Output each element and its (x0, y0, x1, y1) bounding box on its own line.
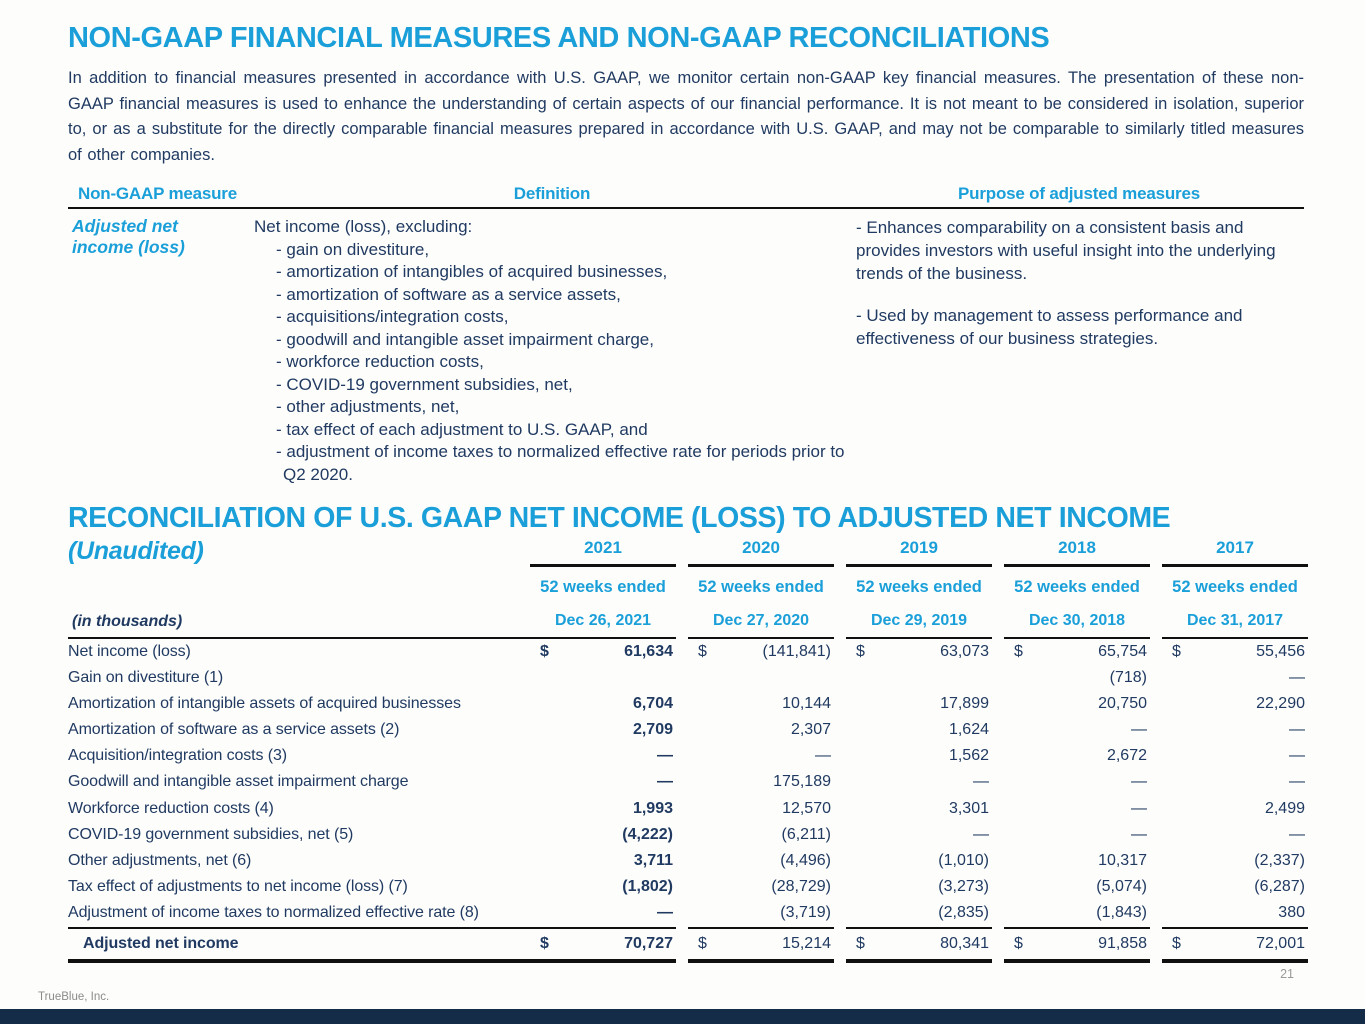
cell-value: (6,287) (1254, 878, 1305, 896)
column-spacer (676, 665, 688, 691)
cell-value: 6,704 (632, 694, 673, 712)
definition-cell (254, 216, 850, 486)
cell-value: (141,841) (762, 642, 831, 660)
cell-value-group (1162, 637, 1308, 665)
cell-value: — (1289, 668, 1305, 686)
lead-spacer (520, 796, 530, 822)
cell-value: 380 (1278, 904, 1305, 922)
lead-spacer (520, 743, 530, 769)
cell-value: 72,001 (1256, 934, 1305, 952)
cell-value-group (846, 637, 992, 665)
definition-item: - adjustment of income taxes to normalized effective rate for periods prior to Q2 2020. (276, 442, 845, 484)
dollar-sign: $ (856, 934, 865, 952)
period-end-date: Dec 31, 2017 (1186, 611, 1284, 629)
cell-value: — (1289, 721, 1305, 739)
cell-value: — (973, 825, 989, 843)
in-thousands-label: (in thousands) (72, 612, 183, 630)
cell-value: 1,562 (948, 747, 989, 765)
cell-value: (718) (1109, 668, 1147, 686)
cell-value-group (688, 848, 834, 874)
cell-value-group (1004, 637, 1150, 665)
dollar-sign: $ (540, 934, 549, 952)
definition-intro: Net income (loss), excluding: (254, 217, 473, 236)
definition-item: - goodwill and intangible asset impairment charge, (276, 329, 654, 349)
cell-value-group (846, 743, 992, 769)
year-underline (1004, 564, 1150, 567)
lead-spacer (520, 717, 530, 743)
column-spacer (1150, 769, 1162, 795)
cell-value-group (1004, 796, 1150, 822)
cell-value-group (530, 743, 676, 769)
row-label: Gain on divestiture (1) (68, 668, 224, 686)
cell-value-group (1004, 822, 1150, 848)
cell-value: — (657, 747, 673, 765)
cell-value-group (530, 900, 676, 926)
cell-value-group (1162, 900, 1308, 926)
column-spacer (834, 796, 846, 822)
cell-value-group (688, 717, 834, 743)
measures-col-header-measure: Non-GAAP measure (78, 184, 237, 203)
cell-value: — (1289, 747, 1305, 765)
cell-value: 70,727 (624, 934, 673, 952)
column-spacer (992, 743, 1004, 769)
recon-table (68, 637, 1304, 963)
cell-value: — (657, 773, 673, 791)
definition-item: - gain on divestiture, (276, 239, 430, 259)
row-label: Goodwill and intangible asset impairment charge (68, 773, 409, 791)
cell-value: 2,709 (632, 721, 673, 739)
cell-value-group (1004, 848, 1150, 874)
cell-value-group (1162, 743, 1308, 769)
column-spacer (834, 537, 846, 563)
row-label: Adjusted net income (68, 927, 520, 963)
year-underline (688, 564, 834, 567)
row-label: Acquisition/integration costs (3) (68, 747, 288, 765)
column-spacer (1150, 900, 1162, 926)
cell-value: 2,307 (790, 721, 831, 739)
cell-value: 175,189 (773, 773, 831, 791)
measure-name: Adjusted net income (loss) (72, 216, 185, 257)
dollar-sign: $ (698, 642, 707, 660)
column-spacer (992, 537, 1004, 563)
cell-value-group (530, 848, 676, 874)
measures-col-header-purpose: Purpose of adjusted measures (958, 184, 1200, 203)
column-spacer (992, 637, 1004, 663)
row-label: Tax effect of adjustments to net income (loss) (7) (68, 878, 408, 896)
cell-value: — (1131, 799, 1147, 817)
cell-value-group (1004, 874, 1150, 900)
cell-value: 15,214 (782, 934, 831, 952)
recon-header-label-cell (68, 537, 520, 637)
column-spacer (1150, 927, 1162, 957)
lead-spacer (520, 822, 530, 848)
lead-spacer (520, 874, 530, 900)
period-end-date: Dec 30, 2018 (1028, 611, 1126, 629)
dollar-sign: $ (698, 934, 707, 952)
cell-value: 10,144 (782, 694, 831, 712)
column-spacer (834, 848, 846, 874)
cell-value-group (688, 874, 834, 900)
dollar-sign: $ (1172, 934, 1181, 952)
cell-value-group (688, 665, 834, 691)
column-spacer (992, 665, 1004, 691)
cell-value: 2,672 (1106, 747, 1147, 765)
row-label: Net income (loss) (68, 637, 520, 665)
page-number: 21 (1280, 967, 1294, 981)
cell-value: 2,499 (1264, 799, 1305, 817)
cell-value: (1,802) (622, 878, 673, 896)
lead-spacer (520, 665, 530, 691)
year-label: 2019 (900, 538, 938, 557)
definition-item: - acquisitions/integration costs, (276, 307, 509, 326)
cell-value: 63,073 (940, 642, 989, 660)
cell-value-group (846, 900, 992, 926)
column-spacer (834, 717, 846, 743)
definition-item: - tax effect of each adjustment to U.S. GAAP, and (276, 419, 648, 439)
cell-value: (2,835) (938, 904, 989, 922)
cell-value: 17,899 (940, 694, 989, 712)
cell-value: 55,456 (1256, 642, 1305, 660)
cell-value: (4,496) (780, 852, 831, 869)
column-spacer (834, 874, 846, 900)
cell-value-group (688, 637, 834, 665)
lead-spacer (520, 900, 530, 926)
cell-value-group (1004, 927, 1150, 963)
definition-item: - COVID-19 government subsidies, net, (276, 374, 573, 394)
definition-item: - amortization of software as a service assets, (276, 284, 621, 304)
year-column-header (688, 537, 834, 637)
year-underline (846, 564, 992, 567)
cell-value-group (688, 796, 834, 822)
column-spacer (676, 822, 688, 848)
column-spacer (834, 900, 846, 926)
cell-value-group (530, 665, 676, 691)
column-spacer (834, 691, 846, 717)
cell-value-group (1004, 900, 1150, 926)
column-spacer (992, 927, 1004, 957)
column-spacer (834, 743, 846, 769)
weeks-ended-label: 52 weeks ended (1014, 577, 1140, 596)
cell-value: 10,317 (1098, 852, 1147, 869)
cell-value-group (846, 691, 992, 717)
cell-value: 91,858 (1098, 934, 1147, 952)
cell-value: (1,843) (1096, 904, 1147, 922)
cell-value: (3,273) (938, 878, 989, 896)
bottom-bar (0, 1009, 1365, 1024)
cell-value-group (530, 796, 676, 822)
lead-spacer (520, 927, 530, 963)
column-spacer (676, 743, 688, 769)
cell-value: — (1289, 773, 1305, 791)
company-name: TrueBlue, Inc. (38, 991, 110, 1003)
column-spacer (834, 665, 846, 691)
year-column-header (1162, 537, 1308, 637)
dollar-sign: $ (1172, 642, 1181, 660)
cell-value-group (846, 822, 992, 848)
slide-content (0, 20, 1365, 963)
column-spacer (834, 822, 846, 848)
column-spacer (676, 637, 688, 663)
cell-value-group (530, 927, 676, 963)
cell-value-group (1162, 848, 1308, 874)
column-spacer (1150, 537, 1162, 563)
column-spacer (520, 537, 530, 563)
cell-value: — (1131, 773, 1147, 791)
unaudited-label: (Unaudited) (68, 537, 204, 565)
cell-value: (3,719) (780, 904, 831, 922)
cell-value-group (688, 691, 834, 717)
year-column-header (846, 537, 992, 637)
cell-value: 65,754 (1098, 642, 1147, 660)
column-spacer (834, 769, 846, 795)
year-underline (1162, 564, 1308, 567)
year-underline (530, 564, 676, 567)
cell-value-group (846, 848, 992, 874)
row-label: Other adjustments, net (6) (68, 852, 252, 869)
cell-value: — (815, 747, 831, 765)
cell-value-group (530, 691, 676, 717)
cell-value-group (846, 665, 992, 691)
cell-value: (4,222) (622, 825, 673, 843)
lead-spacer (520, 769, 530, 795)
column-spacer (1150, 665, 1162, 691)
weeks-ended-label: 52 weeks ended (856, 577, 982, 596)
column-spacer (992, 691, 1004, 717)
cell-value: (5,074) (1096, 878, 1147, 896)
column-spacer (676, 874, 688, 900)
cell-value: — (973, 773, 989, 791)
cell-value-group (846, 927, 992, 963)
weeks-ended-label: 52 weeks ended (1172, 577, 1298, 596)
period-end-date: Dec 26, 2021 (554, 611, 652, 629)
cell-value-group (1004, 717, 1150, 743)
period-end-date: Dec 27, 2020 (712, 611, 810, 629)
purpose-item: - Enhances comparability on a consistent basis and provides investors with useful insight into the underlying trends of the business. (856, 218, 1276, 283)
period-end-date: Dec 29, 2019 (870, 611, 968, 629)
cell-value-group (846, 769, 992, 795)
measures-col-header-definition: Definition (513, 184, 591, 203)
cell-value: (28,729) (771, 878, 831, 896)
column-spacer (992, 900, 1004, 926)
column-spacer (834, 637, 846, 663)
dollar-sign: $ (540, 642, 549, 660)
cell-value: 3,711 (633, 852, 673, 869)
column-spacer (676, 796, 688, 822)
cell-value: 12,570 (782, 799, 831, 817)
cell-value: 3,301 (948, 799, 989, 817)
column-spacer (676, 927, 688, 957)
measures-table (68, 184, 1304, 486)
column-spacer (1150, 848, 1162, 874)
cell-value: — (1289, 825, 1305, 843)
recon-header-grid (68, 537, 1304, 637)
measure-name-cell (68, 216, 254, 486)
definition-item: - workforce reduction costs, (276, 352, 484, 371)
column-spacer (676, 691, 688, 717)
cell-value: 1,993 (632, 799, 673, 817)
cell-value: — (657, 904, 673, 922)
column-spacer (676, 769, 688, 795)
cell-value: — (1131, 721, 1147, 739)
cell-value-group (530, 717, 676, 743)
year-column-header (530, 537, 676, 637)
column-spacer (1150, 691, 1162, 717)
column-spacer (992, 822, 1004, 848)
cell-value-group (846, 717, 992, 743)
page-title: NON-GAAP FINANCIAL MEASURES AND NON-GAAP RECONCILIATIONS (68, 22, 1050, 54)
cell-value-group (688, 900, 834, 926)
column-spacer (992, 848, 1004, 874)
year-label: 2017 (1216, 538, 1254, 557)
purpose-item: - Used by management to assess performance and effectiveness of our business strategies. (856, 306, 1243, 348)
cell-value-group (1162, 796, 1308, 822)
cell-value: (2,337) (1254, 852, 1305, 869)
cell-value-group (1162, 717, 1308, 743)
weeks-ended-label: 52 weeks ended (698, 577, 824, 596)
cell-value-group (688, 743, 834, 769)
purpose-items (850, 216, 1308, 486)
cell-value-group (688, 822, 834, 848)
section-title: RECONCILIATION OF U.S. GAAP NET INCOME (LOSS) TO ADJUSTED NET INCOME (68, 502, 1171, 534)
row-label: Workforce reduction costs (4) (68, 799, 274, 817)
cell-value-group (1162, 665, 1308, 691)
definition-item: - amortization of intangibles of acquired businesses, (276, 262, 668, 281)
column-spacer (992, 874, 1004, 900)
cell-value: 80,341 (940, 934, 989, 952)
cell-value-group (688, 927, 834, 963)
row-label: COVID-19 government subsidies, net (5) (68, 825, 354, 843)
column-spacer (992, 796, 1004, 822)
cell-value: (1,010) (938, 852, 989, 869)
cell-value-group (1004, 691, 1150, 717)
column-spacer (1150, 822, 1162, 848)
cell-value-group (1162, 691, 1308, 717)
cell-value-group (1162, 874, 1308, 900)
cell-value-group (530, 874, 676, 900)
intro-paragraph: In addition to financial measures presented in accordance with U.S. GAAP, we monitor certain non-GAAP key financial measures. The presentation of these non-GAAP financial measures is used to enhance the understanding of certain aspects of our financial performance. It is not meant to be considered in isolation, superior to, or as a substitute for the directly comparable financial measures prepared in accordance with U.S. GAAP, and may not be comparable to similarly titled measures of other companies. (68, 69, 1304, 164)
year-label: 2018 (1058, 538, 1096, 557)
cell-value-group (1162, 927, 1308, 963)
cell-value: 20,750 (1098, 694, 1147, 712)
column-spacer (1150, 874, 1162, 900)
year-label: 2020 (742, 538, 780, 557)
year-column-header (1004, 537, 1150, 637)
cell-value: 22,290 (1256, 694, 1305, 712)
cell-value: 1,624 (948, 721, 989, 739)
column-spacer (676, 717, 688, 743)
cell-value-group (1004, 665, 1150, 691)
column-spacer (1150, 743, 1162, 769)
definition-items (254, 239, 850, 487)
column-spacer (992, 717, 1004, 743)
lead-spacer (520, 848, 530, 874)
cell-value-group (1004, 769, 1150, 795)
cell-value-group (530, 637, 676, 665)
lead-spacer (520, 637, 530, 665)
cell-value-group (1162, 769, 1308, 795)
cell-value-group (1004, 743, 1150, 769)
column-spacer (992, 769, 1004, 795)
cell-value: — (1131, 825, 1147, 843)
dollar-sign: $ (856, 642, 865, 660)
row-label: Amortization of software as a service assets (2) (68, 721, 400, 739)
column-spacer (1150, 717, 1162, 743)
column-spacer (1150, 637, 1162, 663)
cell-value-group (530, 822, 676, 848)
cell-value: 61,634 (624, 642, 673, 660)
cell-value: (6,211) (781, 825, 831, 843)
dollar-sign: $ (1014, 934, 1023, 952)
column-spacer (676, 900, 688, 926)
row-label: Amortization of intangible assets of acquired businesses (68, 694, 461, 712)
year-label: 2021 (584, 538, 622, 557)
column-spacer (1150, 796, 1162, 822)
lead-spacer (520, 691, 530, 717)
cell-value-group (846, 796, 992, 822)
cell-value-group (1162, 822, 1308, 848)
cell-value-group (846, 874, 992, 900)
column-spacer (676, 848, 688, 874)
dollar-sign: $ (1014, 642, 1023, 660)
row-label: Adjustment of income taxes to normalized effective rate (8) (68, 904, 479, 922)
cell-value-group (530, 769, 676, 795)
definition-item: - other adjustments, net, (276, 397, 460, 416)
column-spacer (834, 927, 846, 957)
cell-value-group (688, 769, 834, 795)
measures-table-body (68, 209, 1304, 486)
weeks-ended-label: 52 weeks ended (540, 577, 666, 596)
measures-table-header (68, 184, 1304, 209)
column-spacer (676, 537, 688, 563)
